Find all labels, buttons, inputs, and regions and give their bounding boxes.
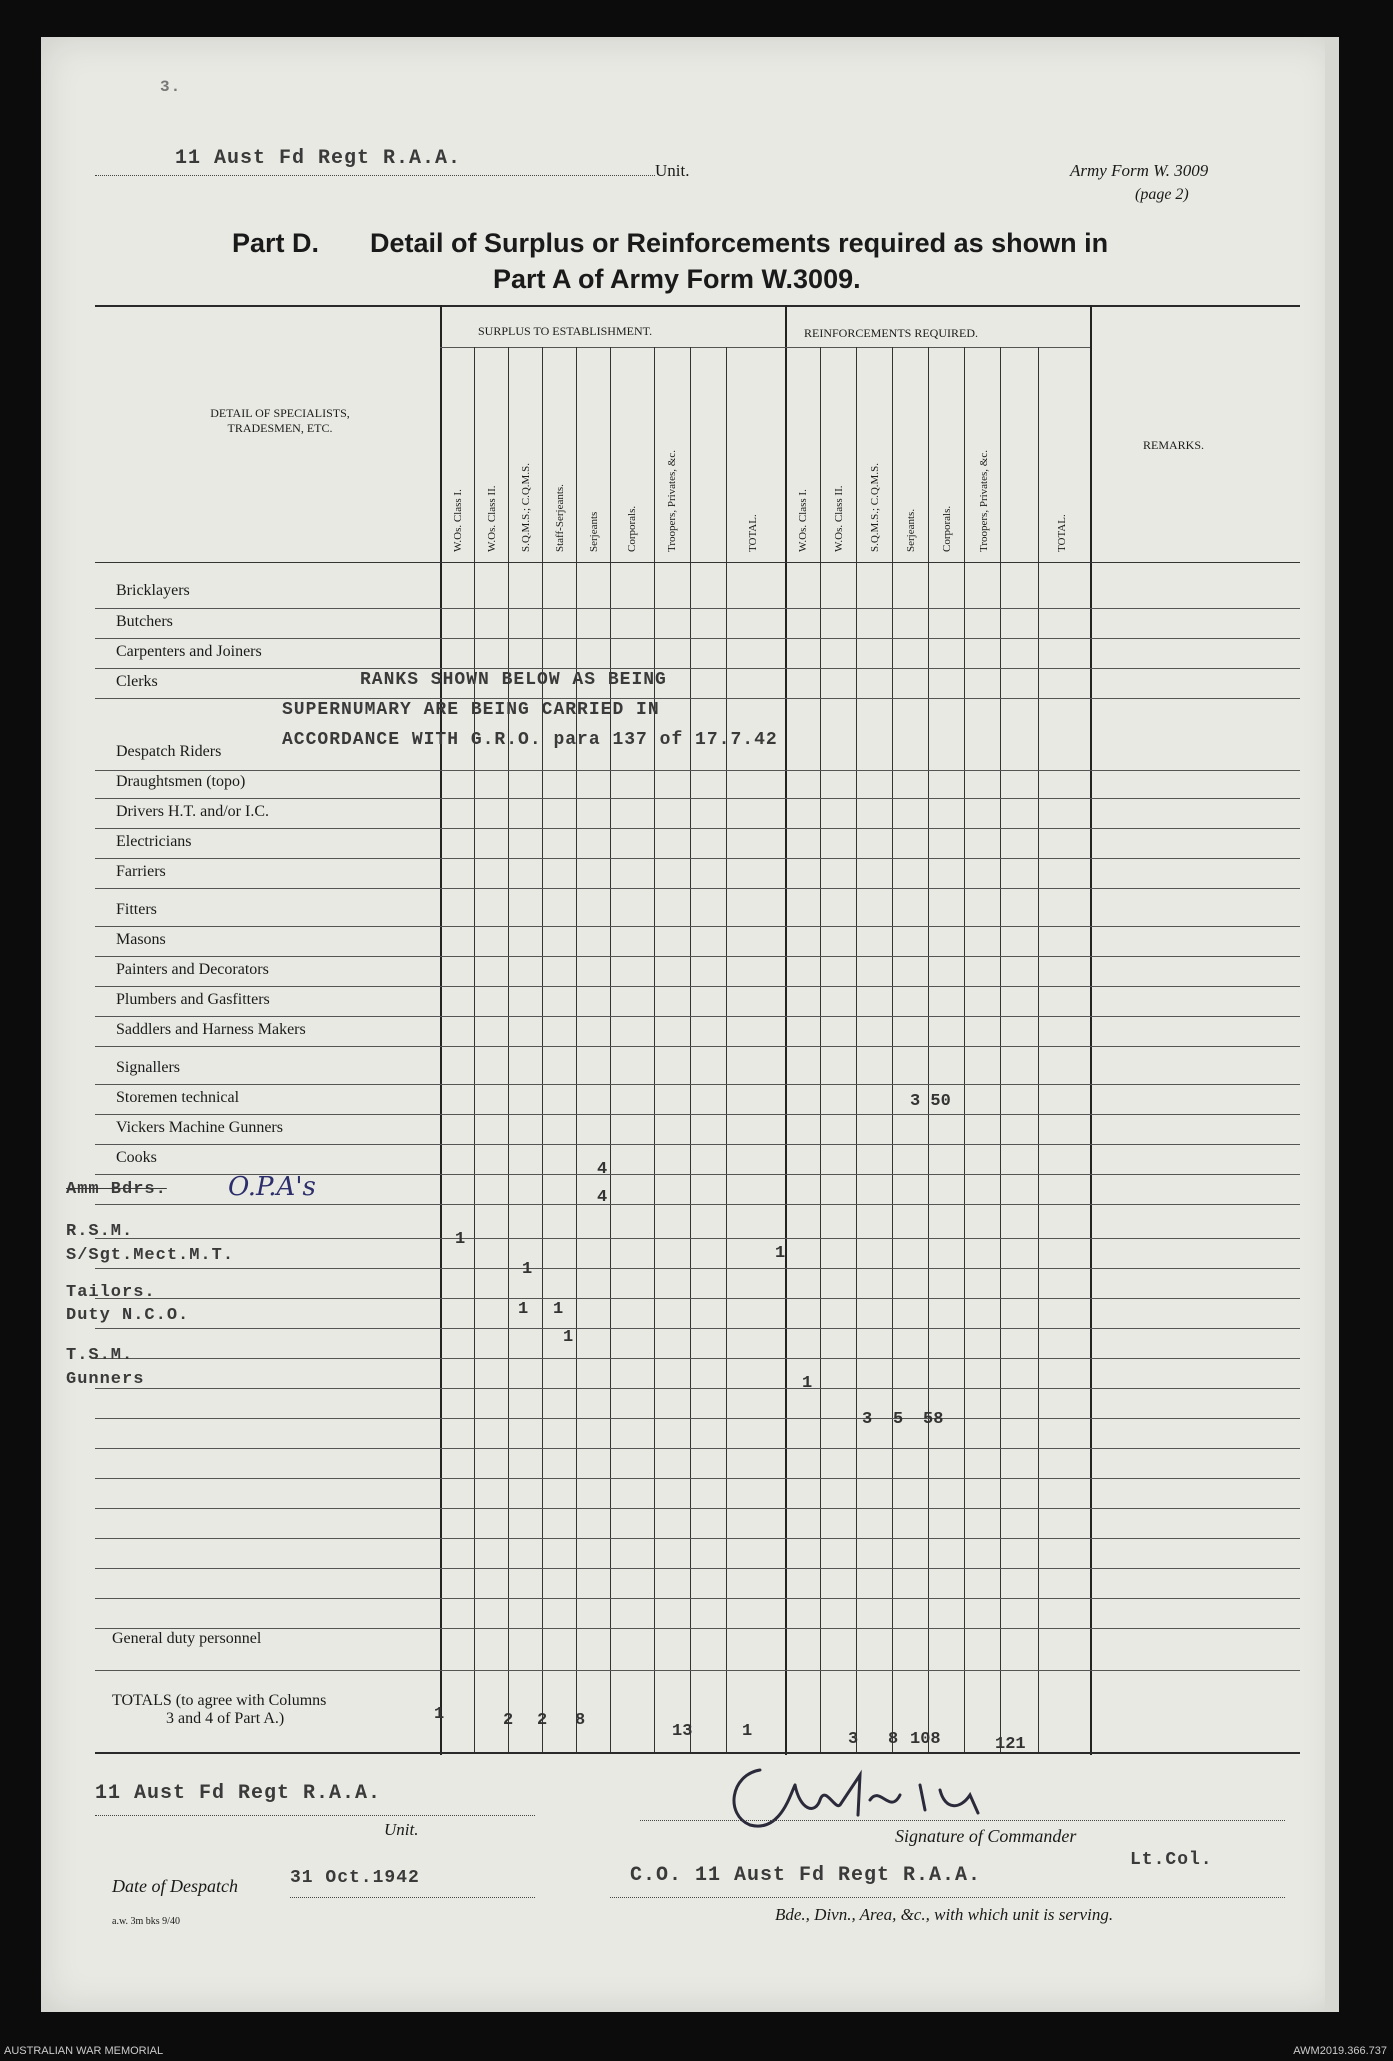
total-value: 1 — [742, 1722, 753, 1741]
cell-value: 1 — [553, 1300, 564, 1319]
row-rule — [95, 926, 1300, 927]
form-page: (page 2) — [1135, 186, 1189, 203]
col-line — [928, 347, 929, 1752]
unit-typed: 11 Aust Fd Regt R.A.A. — [175, 147, 462, 170]
row-rule — [95, 1418, 1300, 1419]
title-line1: Detail of Surplus or Reinforcements required as shown in — [370, 228, 1109, 258]
col-line — [542, 347, 543, 1752]
cell-value: 1 — [563, 1328, 574, 1347]
row-label: Signallers — [116, 1059, 180, 1076]
row-rule — [95, 1298, 1300, 1299]
row-label: Bricklayers — [116, 582, 190, 599]
row-rule — [95, 1144, 1300, 1145]
col-line — [690, 347, 691, 1752]
row-label: Farriers — [116, 863, 166, 880]
row-rule — [95, 1598, 1300, 1599]
cell-value: 58 — [923, 1410, 944, 1429]
storemen-values: 3 50 — [910, 1092, 951, 1111]
archive-strip — [0, 2041, 1393, 2061]
col-line — [820, 347, 821, 1752]
row-label: Draughtsmen (topo) — [116, 773, 246, 790]
row-rule — [95, 1628, 1300, 1629]
row-rule — [95, 956, 1300, 957]
row-rule — [95, 698, 1300, 699]
col-line — [576, 347, 577, 1752]
archive-id: AWM2019.366.737 — [1293, 2045, 1387, 2057]
col-label-wo2: W.Os. Class II. — [486, 485, 498, 552]
date-label: Date of Despatch — [112, 1876, 238, 1896]
row-label: Storemen technical — [116, 1089, 240, 1106]
total-value: 2 — [503, 1711, 514, 1730]
col-label-r-sqms: S.Q.M.S.; C.Q.M.S. — [869, 463, 881, 552]
col-line — [654, 347, 655, 1752]
surplus-header: SURPLUS TO ESTABLISHMENT. — [478, 324, 653, 338]
row-rule — [95, 770, 1300, 771]
row-rule — [95, 828, 1300, 829]
group-header-rule — [440, 347, 1090, 348]
footer-unit-line — [95, 1815, 535, 1816]
total-value: 3 — [848, 1730, 859, 1749]
total-value: 121 — [995, 1735, 1026, 1754]
col-line — [610, 347, 611, 1752]
row-rule — [95, 1016, 1300, 1017]
remarks-header: REMARKS. — [1143, 438, 1205, 452]
table-top-rule — [95, 305, 1300, 307]
cell-value: 1 — [522, 1260, 533, 1279]
cell-value: 1 — [802, 1374, 813, 1393]
signature-label: Signature of Commander — [895, 1826, 1077, 1846]
total-value: 8 — [888, 1730, 899, 1749]
typed-row-tsm: T.S.M. — [66, 1346, 134, 1365]
reinforcements-header: REINFORCEMENTS REQUIRED. — [804, 326, 979, 340]
row-rule — [95, 858, 1300, 859]
footer-unit-typed: 11 Aust Fd Regt R.A.A. — [95, 1782, 382, 1805]
typed-row-amm: Amm Bdrs. — [66, 1180, 167, 1199]
corner-stamp: 3. — [160, 78, 182, 96]
col-line — [726, 347, 727, 1752]
serving-typed: C.O. 11 Aust Fd Regt R.A.A. — [630, 1864, 982, 1887]
col-label-cpl: Corporals. — [626, 505, 638, 552]
typed-note-line2: SUPERNUMARY ARE BEING CARRIED IN — [282, 700, 660, 720]
col-line — [508, 347, 509, 1752]
handwritten-opa: O.P.A's — [228, 1172, 316, 1202]
row-label: Clerks — [116, 673, 158, 690]
row-rule — [95, 608, 1300, 609]
col-label-r-wo2: W.Os. Class II. — [833, 485, 845, 552]
row-label: Cooks — [116, 1149, 157, 1166]
serving-label: Bde., Divn., Area, &c., with which unit is serving. — [775, 1905, 1114, 1924]
col-label-staff-sjt: Staff-Serjeants. — [554, 484, 566, 552]
typed-note-line1: RANKS SHOWN BELOW AS BEING — [360, 670, 667, 690]
cell-value: 1 — [775, 1244, 786, 1263]
col-line — [964, 347, 965, 1752]
row-rule — [95, 1538, 1300, 1539]
row-rule — [95, 1046, 1300, 1047]
total-value: 8 — [575, 1711, 586, 1730]
serving-line — [610, 1897, 1285, 1898]
rank-typed: Lt.Col. — [1130, 1850, 1213, 1870]
row-label: Plumbers and Gasfitters — [116, 991, 270, 1008]
cell-value: 1 — [455, 1230, 466, 1249]
totals-label: TOTALS (to agree with Columns 3 and 4 of Part A.) — [112, 1692, 327, 1727]
row-rule — [95, 1478, 1300, 1479]
page-edge — [1325, 37, 1339, 2012]
col-label-r-wo1: W.Os. Class I. — [797, 489, 809, 552]
typed-row-gunners: Gunners — [66, 1370, 145, 1389]
col-line — [1038, 347, 1039, 1752]
row-rule — [95, 1238, 1300, 1239]
archive-name: AUSTRALIAN WAR MEMORIAL — [4, 2045, 164, 2057]
row-label: Despatch Riders — [116, 743, 222, 760]
row-label: Painters and Decorators — [116, 961, 269, 978]
col-line — [474, 347, 475, 1752]
row-label: Electricians — [116, 833, 192, 850]
row-label: Fitters — [116, 901, 157, 918]
col-label-sqms: S.Q.M.S.; C.Q.M.S. — [520, 463, 532, 552]
row-rule — [95, 986, 1300, 987]
col-label-r-sjt: Serjeants. — [905, 508, 917, 552]
col-line — [856, 347, 857, 1752]
typed-note-line3: ACCORDANCE WITH G.R.O. para 137 of 17.7.42 — [282, 730, 778, 750]
col-label-r-cpl: Corporals. — [941, 505, 953, 552]
total-value: 13 — [672, 1722, 693, 1741]
total-value: 2 — [537, 1711, 548, 1730]
col-line — [892, 347, 893, 1752]
row-label: Vickers Machine Gunners — [116, 1119, 283, 1136]
print-code: a.w. 3m bks 9/40 — [112, 1916, 180, 1927]
row-label: Butchers — [116, 613, 173, 630]
row-rule — [95, 1568, 1300, 1569]
cell-value: 4 — [597, 1160, 608, 1179]
col-label-r-total: TOTAL. — [1056, 514, 1068, 552]
cell-value: 1 — [518, 1300, 529, 1319]
row-rule — [95, 1358, 1300, 1359]
total-value: 108 — [910, 1730, 941, 1749]
row-label: Masons — [116, 931, 166, 948]
typed-row-rsm: R.S.M. — [66, 1222, 134, 1241]
row-rule — [95, 1328, 1300, 1329]
general-duty-label: General duty personnel — [112, 1630, 262, 1647]
footer-unit-label: Unit. — [384, 1820, 419, 1839]
title-line2: Part A of Army Form W.3009. — [493, 264, 861, 294]
row-label: Drivers H.T. and/or I.C. — [116, 803, 269, 820]
table-bottom-rule — [95, 1752, 1300, 1754]
signature-line — [640, 1820, 1285, 1821]
row-label: Carpenters and Joiners — [116, 643, 262, 660]
col-label-troopers: Troopers, Privates, &c. — [666, 450, 678, 552]
row-rule — [95, 1204, 1300, 1205]
typed-row-duty: Duty N.C.O. — [66, 1306, 190, 1325]
form-id: Army Form W. 3009 — [1070, 161, 1209, 180]
date-line — [290, 1897, 535, 1898]
row-rule — [95, 798, 1300, 799]
row-rule — [95, 1508, 1300, 1509]
row-label: Saddlers and Harness Makers — [116, 1021, 306, 1038]
row-rule — [95, 1388, 1300, 1389]
typed-row-tailors: Tailors. — [66, 1283, 156, 1302]
col-line — [1000, 347, 1001, 1752]
row-rule — [95, 638, 1300, 639]
col-label-r-troopers: Troopers, Privates, &c. — [978, 450, 990, 552]
part-label: Part D. — [232, 228, 320, 258]
cell-value: 5 — [893, 1410, 904, 1429]
typed-row-ssgt: S/Sgt.Mect.M.T. — [66, 1246, 235, 1265]
row-rule — [95, 888, 1300, 889]
detail-header: DETAIL OF SPECIALISTS, TRADESMEN, ETC. — [210, 406, 350, 435]
col-label-total: TOTAL. — [747, 514, 759, 552]
row-rule — [95, 1448, 1300, 1449]
header-bottom-rule — [95, 562, 1300, 563]
row-rule — [95, 1084, 1300, 1085]
unit-label: Unit. — [655, 161, 690, 180]
row-rule — [95, 1114, 1300, 1115]
row-rule — [95, 1268, 1300, 1269]
total-value: 1 — [434, 1705, 445, 1724]
row-rule — [95, 1670, 1300, 1671]
unit-line — [95, 175, 655, 176]
date-typed: 31 Oct.1942 — [290, 1868, 420, 1888]
col-label-wo1: W.Os. Class I. — [452, 489, 464, 552]
commander-signature — [720, 1755, 1030, 1835]
cell-value: 4 — [597, 1188, 608, 1207]
row-rule — [95, 668, 1300, 669]
cell-value: 3 — [862, 1410, 873, 1429]
col-label-sjt: Serjeants — [588, 511, 600, 552]
